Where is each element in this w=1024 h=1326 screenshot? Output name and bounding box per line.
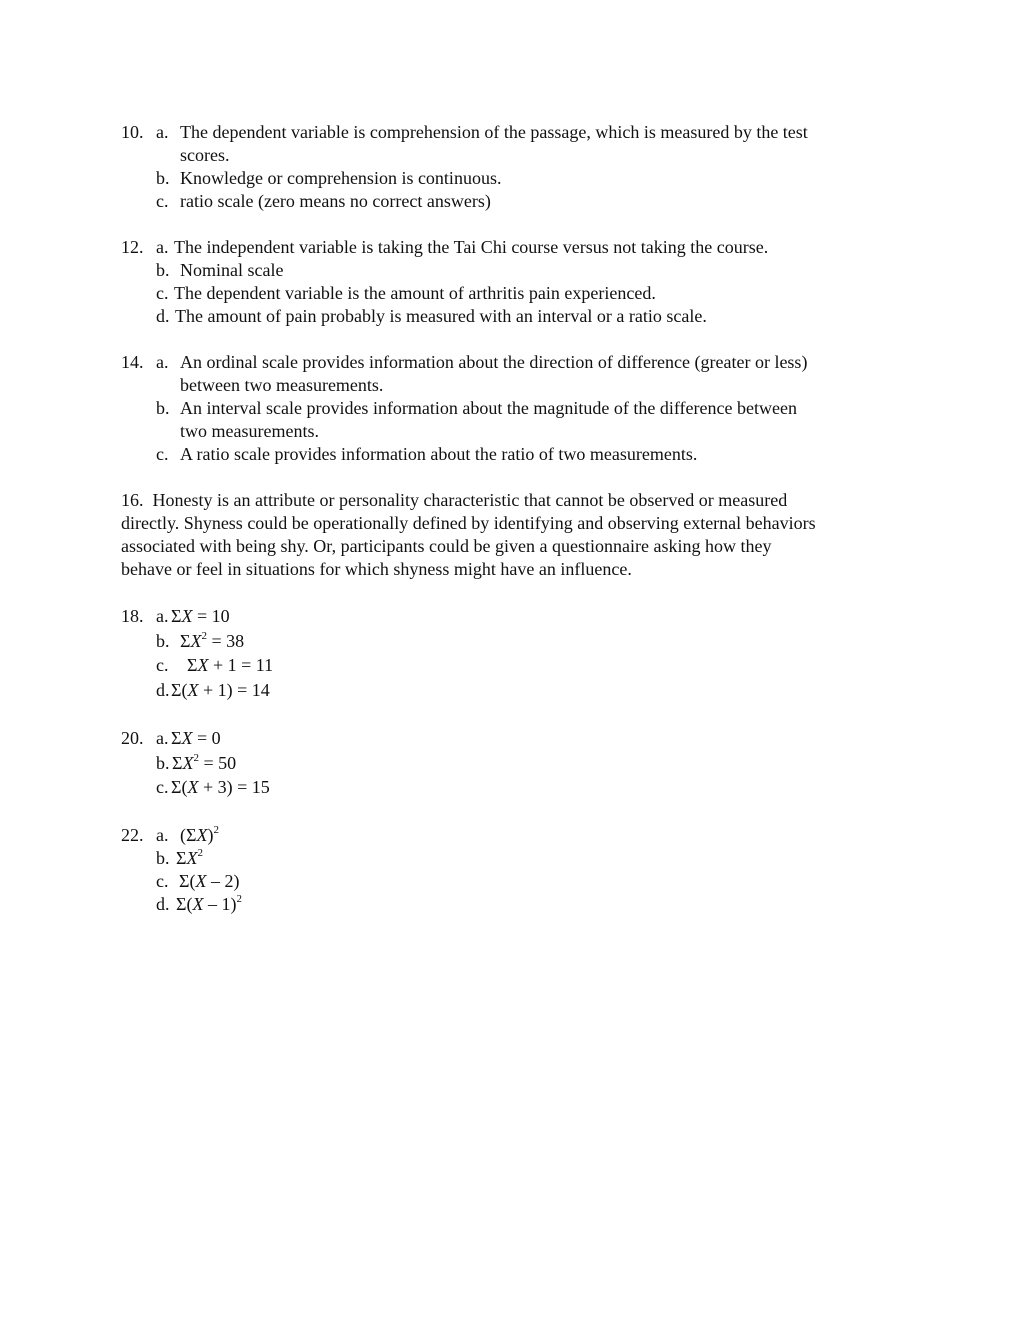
question-number: 10. [121, 122, 144, 142]
item-letter: b. [156, 260, 170, 280]
item-letter: c. [156, 777, 169, 797]
answer-12-c [121, 282, 921, 305]
item-letter: c. [156, 871, 169, 891]
paragraph-line [121, 489, 907, 512]
item-text: Nominal scale [180, 260, 284, 280]
item-text: An interval scale provides information about the magnitude of the difference between [180, 398, 797, 418]
formula: ΣX = 10 [171, 606, 230, 626]
formula: Σ(X – 2) [179, 871, 240, 891]
answer-18-b [121, 630, 921, 655]
answer-22-b [121, 847, 921, 870]
answer-page [121, 121, 921, 916]
answer-14-a [121, 351, 921, 374]
item-letter: a. [156, 122, 169, 142]
item-letter: a. [156, 237, 169, 257]
answer-10-a [121, 121, 921, 144]
item-letter: b. [156, 848, 170, 868]
answer-20-c [121, 776, 921, 801]
item-text: Knowledge or comprehension is continuous. [180, 168, 502, 188]
formula: Σ(X + 3) = 15 [171, 777, 270, 797]
formula: ΣX = 0 [171, 728, 221, 748]
answer-12-d [121, 305, 921, 328]
item-letter: b. [156, 168, 170, 188]
answer-14-b-cont [121, 420, 921, 443]
answer-14-c [121, 443, 921, 466]
item-letter: d. [156, 894, 170, 914]
item-text: two measurements. [180, 421, 319, 441]
answer-10-a-cont [121, 144, 921, 167]
answer-10 [121, 121, 921, 213]
item-text: The independent variable is taking the Tai Chi course versus not taking the course. [174, 237, 769, 257]
formula: Σ(X – 1)$^2$ [176, 893, 242, 914]
item-letter: c. [156, 191, 169, 211]
answer-20 [121, 727, 921, 801]
item-letter: a. [156, 352, 169, 372]
item-letter: c. [156, 655, 169, 675]
paragraph-line: directly. Shyness could be operationally defined by identifying and observing external behaviors [121, 513, 816, 533]
answer-16 [121, 489, 907, 581]
paragraph-line: associated with being shy. Or, participants could be given a questionnaire asking how they [121, 536, 772, 556]
question-number: 20. [121, 728, 144, 748]
question-number: 18. [121, 606, 144, 626]
question-number: 14. [121, 352, 144, 372]
answer-18-c [121, 654, 921, 679]
item-letter: b. [156, 398, 170, 418]
answer-14 [121, 351, 921, 466]
item-text: A ratio scale provides information about the ratio of two measurements. [180, 444, 698, 464]
answer-18 [121, 605, 921, 703]
answer-14-b [121, 397, 921, 420]
paragraph-text: Honesty is an attribute or personality characteristic that cannot be observed or measured [152, 490, 788, 510]
formula: ΣX + 1 = 11 [187, 655, 274, 675]
answer-22 [121, 824, 921, 916]
answer-18-a [121, 605, 921, 630]
item-text: between two measurements. [180, 375, 384, 395]
paragraph-line: behave or feel in situations for which shyness might have an influence. [121, 559, 632, 579]
item-letter: a. [156, 728, 169, 748]
item-text: scores. [180, 145, 230, 165]
answer-12-b [121, 259, 921, 282]
item-text: The amount of pain probably is measured with an interval or a ratio scale. [175, 306, 707, 326]
item-text: ratio scale (zero means no correct answers) [180, 191, 491, 211]
question-number: 12. [121, 237, 144, 257]
formula: $\Sigma X^2 = 50$ [172, 751, 237, 773]
item-letter: d. [156, 679, 170, 700]
answer-18-d [121, 679, 921, 704]
answer-20-b [121, 752, 921, 777]
item-text: The dependent variable is comprehension of the passage, which is measured by the test [180, 122, 808, 142]
answer-22-a [121, 824, 921, 847]
item-letter: c. [156, 444, 169, 464]
item-letter: d. [156, 306, 170, 326]
formula: $\Sigma X^2$ [176, 847, 203, 868]
answer-10-c [121, 190, 921, 213]
answer-12-a [121, 236, 921, 259]
answer-20-a [121, 727, 921, 752]
item-text: The dependent variable is the amount of arthritis pain experienced. [174, 283, 656, 303]
formula: $(\Sigma X)^2$ [180, 824, 219, 845]
item-letter: c. [156, 283, 169, 303]
question-number: 22. [121, 825, 144, 845]
item-letter: b. [156, 630, 170, 651]
question-number: 16. [121, 490, 144, 510]
formula: Σ(X + 1) = 14 [171, 679, 270, 700]
item-letter: b. [156, 752, 170, 773]
answer-12 [121, 236, 921, 328]
item-letter: a. [156, 825, 169, 845]
answer-22-d [121, 893, 921, 916]
answer-14-a-cont [121, 374, 921, 397]
item-letter: a. [156, 606, 169, 626]
answer-22-c [121, 870, 921, 893]
item-text: An ordinal scale provides information about the direction of difference (greater or less) [180, 352, 808, 372]
formula: $\Sigma X^2 = 38$ [180, 629, 245, 651]
answer-10-b [121, 167, 921, 190]
